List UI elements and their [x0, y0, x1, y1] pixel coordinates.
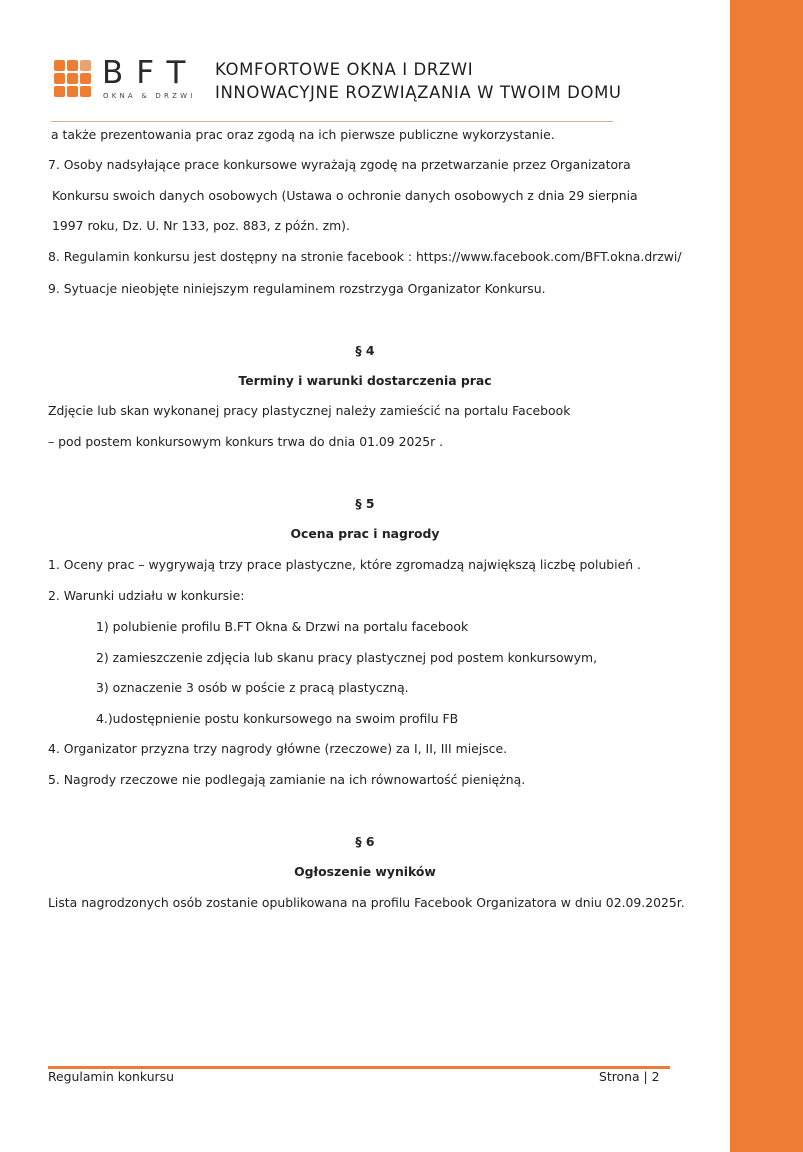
- section-5-item-4: 4. Organizator przyzna trzy nagrody główne (rzeczowe) za I, II, III miejsce.: [48, 741, 508, 756]
- section-5-item-1: 1. Oceny prac – wygrywają trzy prace plastyczne, które zgromadzą największą liczbę polubień .: [48, 557, 641, 572]
- section-4-title: Terminy i warunki dostarczenia prac: [238, 373, 492, 388]
- intro-item-7: 7. Osoby nadsyłające prace konkursowe wyrażają zgodę na przetwarzanie przez Organizatora: [48, 157, 631, 172]
- side-accent-band: [730, 0, 803, 1152]
- header-tagline-2: INNOWACYJNE ROZWIĄZANIA W TWOIM DOMU: [215, 83, 622, 102]
- intro-item-8: 8. Regulamin konkursu jest dostępny na stronie facebook : https://www.facebook.com/BFT.okna.drzwi/: [48, 249, 682, 264]
- section-5-condition-4: 4.)udostępnienie postu konkursowego na swoim profilu FB: [96, 711, 459, 726]
- section-6-number: § 6: [355, 834, 375, 849]
- section-5-condition-2: 2) zamieszczenie zdjęcia lub skanu pracy plastycznej pod postem konkursowym,: [96, 650, 598, 665]
- bft-logo: [54, 60, 94, 98]
- intro-item-9: 9. Sytuacje nieobjęte niniejszym regulaminem rozstrzyga Organizator Konkursu.: [48, 281, 546, 296]
- section-5-condition-1: 1) polubienie profilu B.FT Okna & Drzwi na portalu facebook: [96, 619, 469, 634]
- header-tagline-1: KOMFORTOWE OKNA I DRZWI: [215, 60, 474, 79]
- section-6-title: Ogłoszenie wyników: [294, 864, 436, 879]
- intro-line-1: a także prezentowania prac oraz zgodą na ich pierwsze publiczne wykorzystanie.: [51, 127, 555, 142]
- brand-name: BFT: [102, 55, 199, 91]
- section-4-number: § 4: [355, 343, 375, 358]
- intro-item-7-cont-2: 1997 roku, Dz. U. Nr 133, poz. 883, z późn. zm).: [52, 218, 350, 233]
- intro-item-7-cont-1: Konkursu swoich danych osobowych (Ustawa o ochronie danych osobowych z dnia 29 sierpnia: [52, 188, 638, 203]
- brand-subtitle: OKNA & DRZWI: [103, 92, 196, 100]
- footer-document-title: Regulamin konkursu: [48, 1069, 174, 1084]
- section-4-line-1: Zdjęcie lub skan wykonanej pracy plastycznej należy zamieścić na portalu Facebook: [48, 403, 571, 418]
- header-divider: [51, 121, 613, 122]
- section-5-item-5: 5. Nagrody rzeczowe nie podlegają zamianie na ich równowartość pieniężną.: [48, 772, 526, 787]
- section-5-title: Ocena prac i nagrody: [290, 526, 440, 541]
- section-5-item-2: 2. Warunki udziału w konkursie:: [48, 588, 245, 603]
- logo-squares-icon: [54, 60, 94, 98]
- section-5-number: § 5: [355, 496, 375, 511]
- section-5-condition-3: 3) oznaczenie 3 osób w poście z pracą plastyczną.: [96, 680, 409, 695]
- footer-page-number: Strona | 2: [599, 1069, 660, 1084]
- section-6-line-1: Lista nagrodzonych osób zostanie opublikowana na profilu Facebook Organizatora w dniu 02.09.2025r.: [48, 895, 685, 910]
- section-4-line-2: – pod postem konkursowym konkurs trwa do dnia 01.09 2025r .: [48, 434, 444, 449]
